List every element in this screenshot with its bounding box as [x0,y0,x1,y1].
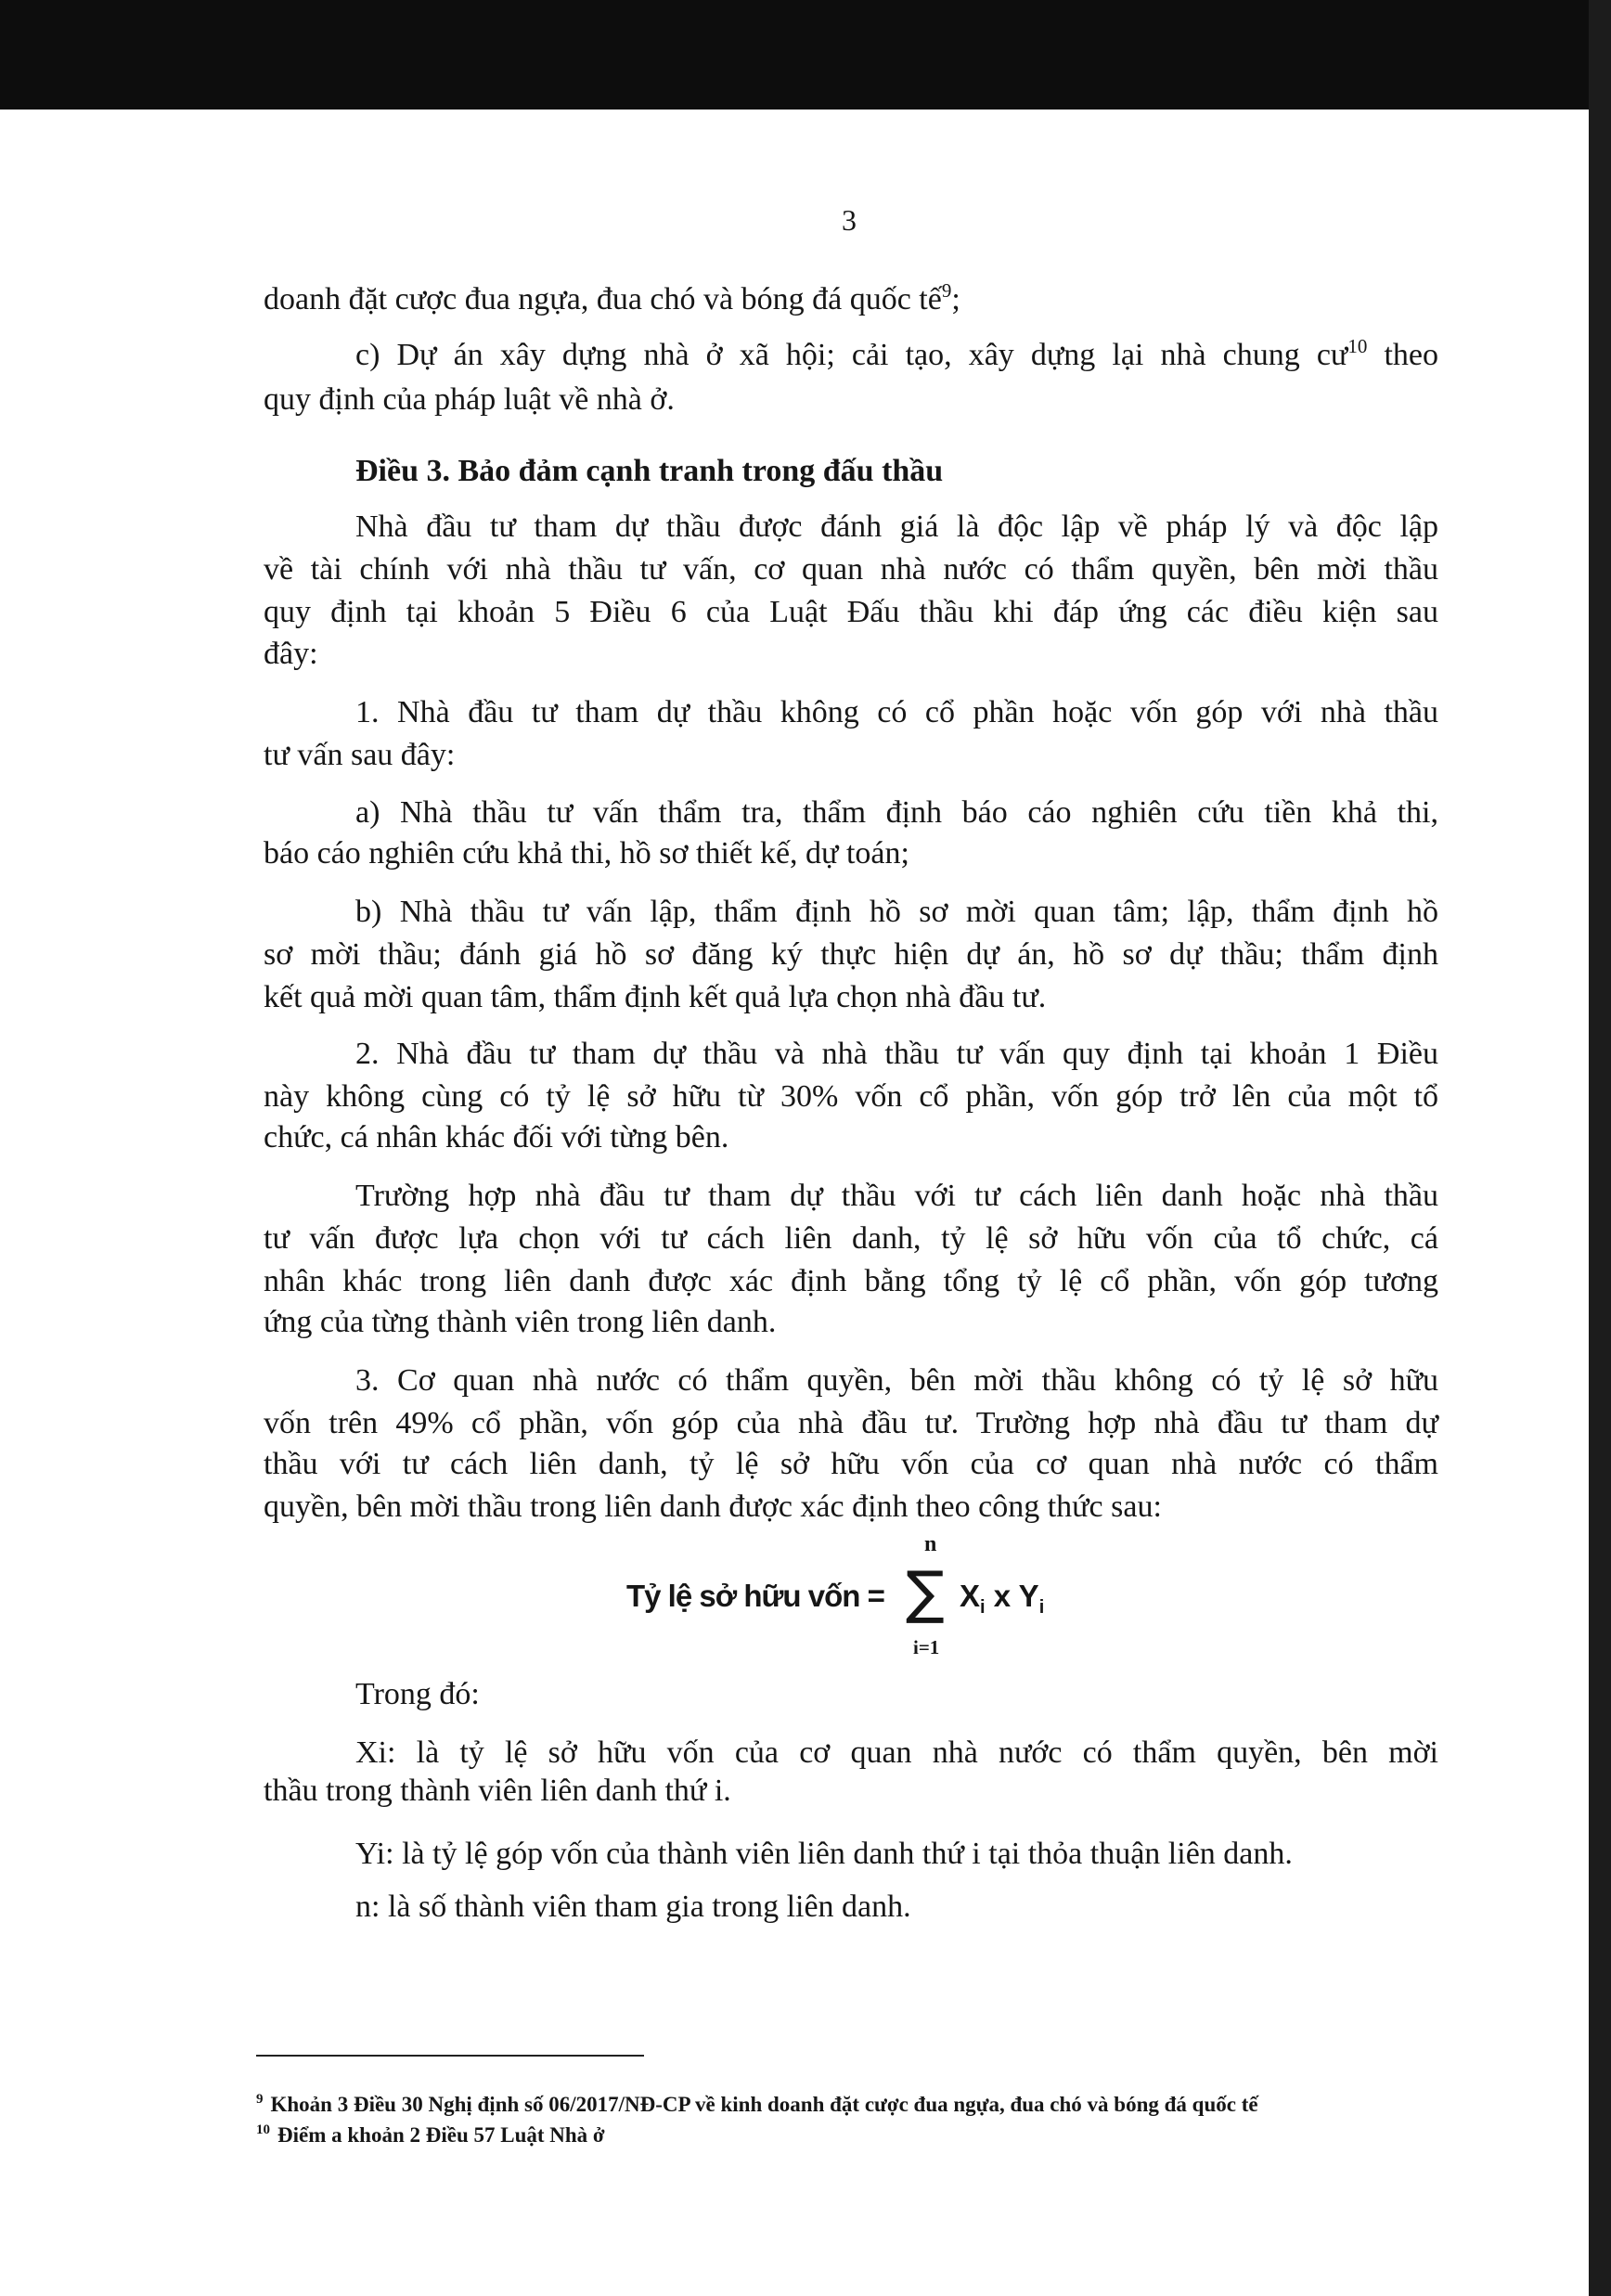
point-a-line-1: a) Nhà thầu tư vấn thẩm tra, thẩm định báo cáo nghiên cứu tiền khả thi, [355,795,1438,830]
formula-y-sub: i [1038,1597,1045,1618]
scan-border-right [1589,0,1611,2296]
def-x-line-1: Xi: là tỷ lệ sở hữu vốn của cơ quan nhà nước có thẩm quyền, bên mời [355,1735,1438,1770]
def-y: Yi: là tỷ lệ góp vốn của thành viên liên danh thứ i tại thỏa thuận liên danh. [355,1837,1293,1871]
scan-border-top [0,0,1611,110]
footnote-9-ref: 9 [256,2092,264,2107]
footnote-9 [256,2090,1258,2122]
formula-x-sub: i [980,1597,986,1618]
point-a-line-2: báo cáo nghiên cứu khả thi, hồ sơ thiết kế, dự toán; [264,836,909,871]
clause-3-line-1: 3. Cơ quan nhà nước có thẩm quyền, bên mời thầu không có tỷ lệ sở hữu [355,1363,1438,1398]
clause-3-line-3: thầu với tư cách liên danh, tỷ lệ sở hữu vốn của cơ quan nhà nước có thẩm [264,1447,1438,1481]
item-c-line-1 [355,334,1438,377]
where-label: Trong đó: [355,1677,480,1711]
intro-line-2: về tài chính với nhà thầu tư vấn, cơ quan nhà nước có thẩm quyền, bên mời thầu [264,552,1438,587]
clause-2-note-line-4: ứng của từng thành viên trong liên danh. [264,1305,777,1339]
clause-2-note-line-1: Trường hợp nhà đầu tư tham dự thầu với tư cách liên danh hoặc nhà thầu [355,1179,1438,1213]
point-b-line-3: kết quả mời quan tâm, thẩm định kết quả lựa chọn nhà đầu tư. [264,980,1047,1014]
formula-y: Y [1018,1579,1039,1613]
formula-x: X [960,1579,981,1613]
point-b-line-1: b) Nhà thầu tư vấn lập, thẩm định hồ sơ mời quan tâm; lập, thẩm định hồ [355,895,1438,929]
item-c-tail: theo [1367,338,1438,372]
item-c-line-2: quy định của pháp luật về nhà ở. [264,382,675,417]
clause-3-line-4: quyền, bên mời thầu trong liên danh được xác định theo công thức sau: [264,1490,1162,1524]
clause-1-line-1: 1. Nhà đầu tư tham dự thầu không có cổ phần hoặc vốn góp với nhà thầu [355,695,1438,729]
clause-2-note-line-2: tư vấn được lựa chọn với tư cách liên danh, tỷ lệ sở hữu vốn của tổ chức, cá [264,1221,1438,1256]
clause-2-note-line-3: nhân khác trong liên danh được xác định bằng tổng tỷ lệ cổ phần, vốn góp tương [264,1264,1438,1298]
clause-2-line-1: 2. Nhà đầu tư tham dự thầu và nhà thầu tư vấn quy định tại khoản 1 Điều [355,1037,1438,1071]
def-n: n: là số thành viên tham gia trong liên danh. [355,1890,911,1924]
formula-sum-lower-limit: i=1 [913,1636,940,1658]
intro-line-4: đây: [264,637,318,671]
continuation-line [264,278,1438,321]
clause-1-line-2: tư vấn sau đây: [264,738,456,772]
formula-rhs [960,1575,1044,1622]
continuation-text: doanh đặt cược đua ngựa, đua chó và bóng đá quốc tế [264,282,942,316]
intro-line-3: quy định tại khoản 5 Điều 6 của Luật Đấu thầu khi đáp ứng các điều kiện sau [264,595,1438,629]
formula-sum-upper-limit: n [924,1532,937,1556]
clause-2-line-2: này không cùng có tỷ lệ sở hữu từ 30% vốn cổ phần, vốn góp trở lên của một tổ [264,1079,1438,1114]
footnote-9-text: Khoản 3 Điều 30 Nghị định số 06/2017/NĐ-CP về kinh doanh đặt cược đua ngựa, đua chó và bóng đá quốc tế [270,2093,1258,2116]
clause-3-line-2: vốn trên 49% cổ phần, vốn góp của nhà đầu tư. Trường hợp nhà đầu tư tham dự [264,1406,1438,1440]
item-c-text: c) Dự án xây dựng nhà ở xã hội; cải tạo, xây dựng lại nhà chung cư [355,338,1348,372]
footnote-separator [256,2055,644,2057]
footnote-ref-9: 9 [941,279,952,302]
clause-2-line-3: chức, cá nhân khác đối với từng bên. [264,1120,729,1154]
footnote-10-ref: 10 [256,2122,270,2137]
formula-lhs: Tỷ lệ sở hữu vốn = [626,1579,884,1613]
article-heading: Điều 3. Bảo đảm cạnh tranh trong đấu thầu [355,454,944,488]
continuation-tail: ; [951,282,960,316]
intro-line-1: Nhà đầu tư tham dự thầu được đánh giá là độc lập về pháp lý và độc lập [355,510,1438,544]
formula-times: x [985,1579,1019,1613]
footnote-ref-10: 10 [1347,335,1368,357]
formula-sigma: ∑ [906,1558,945,1626]
footnote-10-text: Điểm a khoản 2 Điều 57 Luật Nhà ở [277,2123,605,2147]
point-b-line-2: sơ mời thầu; đánh giá hồ sơ đăng ký thực hiện dự án, hồ sơ dự thầu; thẩm định [264,937,1438,972]
footnote-10 [256,2121,605,2153]
page-number: 3 [842,203,857,237]
def-x-line-2: thầu trong thành viên liên danh thứ i. [264,1774,731,1808]
